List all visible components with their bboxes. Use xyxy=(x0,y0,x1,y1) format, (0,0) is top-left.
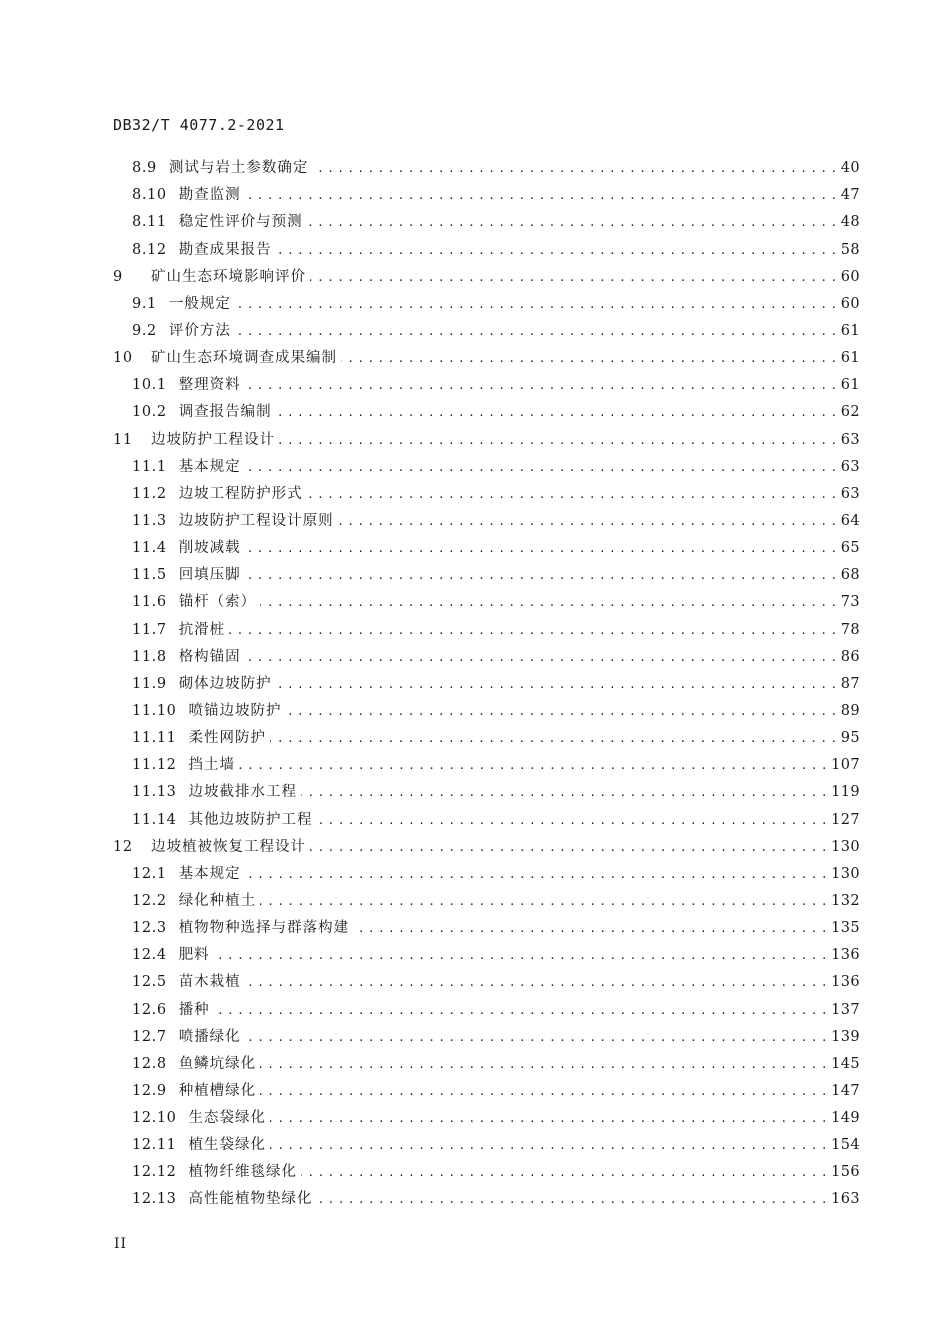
toc-entry-number: 8.10 xyxy=(132,187,167,204)
toc-entry-page: 156 xyxy=(831,1164,860,1181)
toc-entry-number: 12.6 xyxy=(132,1001,167,1018)
dot-leader xyxy=(353,915,827,942)
dot-leader xyxy=(260,589,837,616)
dot-leader xyxy=(260,1051,827,1078)
dot-leader xyxy=(270,1105,827,1132)
toc-entry-number: 11.1 xyxy=(132,458,167,475)
toc-entry-page: 73 xyxy=(840,594,860,611)
toc-entry-page: 89 xyxy=(840,702,860,719)
toc-entry-number: 11.3 xyxy=(132,512,167,529)
dot-leader xyxy=(276,671,837,698)
toc-entry-title: 喷锚边坡防护 xyxy=(188,702,282,719)
toc-entry[interactable] xyxy=(113,399,860,426)
toc-entry[interactable] xyxy=(113,589,860,616)
toc-entry-number: 11.13 xyxy=(132,784,177,801)
toc-entry[interactable] xyxy=(113,291,860,318)
toc-entry-number: 12.4 xyxy=(132,947,167,964)
toc-entry-number: 9 xyxy=(113,268,123,285)
toc-entry[interactable] xyxy=(113,616,860,643)
dot-leader xyxy=(312,155,836,182)
toc-entry[interactable] xyxy=(113,752,860,779)
toc-entry[interactable] xyxy=(113,1186,860,1213)
dot-leader xyxy=(214,997,827,1024)
toc-entry-number: 12.12 xyxy=(132,1164,177,1181)
toc-entry-page: 139 xyxy=(831,1028,860,1045)
toc-entry-page: 127 xyxy=(831,811,860,828)
toc-entry[interactable] xyxy=(113,182,860,209)
toc-entry-number: 11.14 xyxy=(132,811,177,828)
toc-entry-number: 12.1 xyxy=(132,865,167,882)
toc-entry-number: 12.10 xyxy=(132,1110,177,1127)
dot-leader xyxy=(245,1024,827,1051)
toc-entry-page: 130 xyxy=(831,838,860,855)
dot-leader xyxy=(310,834,827,861)
toc-entry-title: 喷播绿化 xyxy=(178,1028,241,1045)
toc-entry-title: 稳定性评价与预测 xyxy=(178,214,303,231)
toc-entry-title: 测试与岩土参数确定 xyxy=(168,160,309,177)
toc-entry-title: 矿山生态环境影响评价 xyxy=(151,268,306,285)
dot-leader xyxy=(341,345,837,372)
toc-entry-page: 154 xyxy=(831,1137,860,1154)
toc-entry-page: 95 xyxy=(840,730,860,747)
toc-entry-number: 12.11 xyxy=(132,1137,177,1154)
toc-entry-page: 63 xyxy=(840,485,860,502)
toc-entry-title: 调查报告编制 xyxy=(178,404,272,421)
toc-entry[interactable] xyxy=(113,1051,860,1078)
toc-entry-number: 12.8 xyxy=(132,1055,167,1072)
toc-entry-page: 136 xyxy=(831,947,860,964)
toc-entry-title: 植物物种选择与群落构建 xyxy=(178,920,350,937)
dot-leader xyxy=(317,1186,828,1213)
toc-entry[interactable] xyxy=(113,915,860,942)
toc-entry-number: 11.6 xyxy=(132,594,167,611)
toc-entry-page: 65 xyxy=(840,540,860,557)
toc-entry-title: 削坡减载 xyxy=(178,540,241,557)
toc-entry-title: 基本规定 xyxy=(178,458,241,475)
dot-leader xyxy=(279,427,837,454)
toc-entry[interactable] xyxy=(113,454,860,481)
toc-entry-page: 145 xyxy=(831,1055,860,1072)
toc-entry-number: 10.2 xyxy=(132,404,167,421)
toc-entry[interactable] xyxy=(113,209,860,236)
toc-entry-page: 63 xyxy=(840,458,860,475)
toc-entry-page: 130 xyxy=(831,865,860,882)
toc-entry-title: 肥料 xyxy=(178,947,210,964)
dot-leader xyxy=(260,888,827,915)
toc-entry-number: 11.9 xyxy=(132,675,167,692)
dot-leader xyxy=(276,237,837,264)
toc-entry-title: 植物纤维毯绿化 xyxy=(188,1164,298,1181)
toc-entry-number: 8.11 xyxy=(132,214,167,231)
dot-leader xyxy=(245,535,837,562)
toc-entry-title: 鱼鳞坑绿化 xyxy=(178,1055,257,1072)
toc-entry[interactable] xyxy=(113,426,860,453)
dot-leader xyxy=(338,508,837,535)
dot-leader xyxy=(260,1078,827,1105)
toc-entry-title: 边坡植被恢复工程设计 xyxy=(151,838,306,855)
dot-leader xyxy=(229,617,837,644)
toc-entry-number: 11.8 xyxy=(132,648,167,665)
toc-entry-page: 78 xyxy=(840,621,860,638)
toc-entry[interactable] xyxy=(113,155,860,182)
toc-entry-number: 12.9 xyxy=(132,1082,167,1099)
toc-entry-title: 边坡防护工程设计原则 xyxy=(178,512,334,529)
dot-leader xyxy=(301,779,827,806)
toc-entry-title: 边坡截排水工程 xyxy=(188,784,298,801)
toc-entry-number: 8.9 xyxy=(132,160,157,177)
toc-entry-page: 107 xyxy=(831,757,860,774)
dot-leader xyxy=(245,454,837,481)
toc-entry-number: 12.2 xyxy=(132,892,167,909)
dot-leader xyxy=(270,725,837,752)
toc-entry[interactable] xyxy=(113,834,860,861)
toc-entry-page: 137 xyxy=(831,1001,860,1018)
toc-entry[interactable] xyxy=(113,508,860,535)
toc-entry-page: 119 xyxy=(831,784,860,801)
toc-entry[interactable] xyxy=(113,996,860,1023)
toc-entry-number: 12 xyxy=(113,838,133,855)
table-of-contents xyxy=(113,155,860,1213)
toc-entry-title: 矿山生态环境调查成果编制 xyxy=(151,350,337,367)
toc-entry-number: 11.2 xyxy=(132,485,167,502)
toc-entry-page: 135 xyxy=(831,920,860,937)
toc-entry-number: 11.10 xyxy=(132,702,177,719)
toc-entry[interactable] xyxy=(113,1105,860,1132)
dot-leader xyxy=(310,264,837,291)
toc-entry-title: 植生袋绿化 xyxy=(188,1137,267,1154)
toc-entry[interactable] xyxy=(113,1159,860,1186)
toc-entry-number: 12.5 xyxy=(132,974,167,991)
toc-entry-page: 58 xyxy=(840,241,860,258)
toc-entry-title: 绿化种植土 xyxy=(178,892,257,909)
toc-entry[interactable] xyxy=(113,318,860,345)
toc-entry-title: 种植槽绿化 xyxy=(178,1082,257,1099)
toc-entry-page: 61 xyxy=(840,322,860,339)
toc-entry-page: 86 xyxy=(840,648,860,665)
toc-entry-number: 11 xyxy=(113,431,133,448)
toc-entry-title: 评价方法 xyxy=(168,322,231,339)
document-code: DB32/T 4077.2-2021 xyxy=(113,116,285,134)
toc-entry-page: 48 xyxy=(840,214,860,231)
dot-leader xyxy=(239,752,827,779)
dot-leader xyxy=(307,481,837,508)
toc-entry-title: 格构锚固 xyxy=(178,648,241,665)
toc-entry-page: 61 xyxy=(840,350,860,367)
toc-entry-number: 12.7 xyxy=(132,1028,167,1045)
dot-leader xyxy=(276,399,837,426)
toc-entry-title: 整理资料 xyxy=(178,377,241,394)
toc-entry[interactable] xyxy=(113,644,860,671)
toc-entry[interactable] xyxy=(113,698,860,725)
toc-entry-title: 挡土墙 xyxy=(188,757,236,774)
dot-leader xyxy=(307,209,837,236)
dot-leader xyxy=(245,861,827,888)
dot-leader xyxy=(214,942,827,969)
toc-entry-number: 11.5 xyxy=(132,567,167,584)
toc-entry[interactable] xyxy=(113,942,860,969)
toc-entry-number: 10.1 xyxy=(132,377,167,394)
toc-entry-number: 11.4 xyxy=(132,540,167,557)
toc-entry[interactable] xyxy=(113,861,860,888)
toc-entry-title: 柔性网防护 xyxy=(188,730,267,747)
toc-entry-title: 其他边坡防护工程 xyxy=(188,811,313,828)
dot-leader xyxy=(245,182,837,209)
toc-entry-page: 132 xyxy=(831,892,860,909)
toc-entry-number: 12.13 xyxy=(132,1191,177,1208)
dot-leader xyxy=(317,807,828,834)
toc-entry-number: 10 xyxy=(113,350,133,367)
dot-leader xyxy=(245,372,837,399)
toc-entry-title: 边坡工程防护形式 xyxy=(178,485,303,502)
toc-entry-page: 163 xyxy=(831,1191,860,1208)
dot-leader xyxy=(286,698,837,725)
dot-leader xyxy=(235,318,837,345)
dot-leader xyxy=(270,1132,827,1159)
toc-entry[interactable] xyxy=(113,1078,860,1105)
toc-entry-page: 47 xyxy=(840,187,860,204)
toc-entry-title: 生态袋绿化 xyxy=(188,1110,267,1127)
toc-entry-page: 40 xyxy=(840,160,860,177)
toc-entry-page: 68 xyxy=(840,567,860,584)
dot-leader xyxy=(235,291,837,318)
toc-entry-number: 9.2 xyxy=(132,322,157,339)
toc-entry-number: 9.1 xyxy=(132,295,157,312)
toc-entry-page: 63 xyxy=(840,431,860,448)
toc-entry-page: 64 xyxy=(840,512,860,529)
toc-entry-page: 61 xyxy=(840,377,860,394)
toc-entry-number: 11.12 xyxy=(132,757,177,774)
toc-entry-title: 边坡防护工程设计 xyxy=(151,431,275,448)
toc-entry[interactable] xyxy=(113,535,860,562)
toc-entry-title: 回填压脚 xyxy=(178,567,241,584)
toc-entry-title: 勘查监测 xyxy=(178,187,241,204)
toc-entry-page: 60 xyxy=(840,295,860,312)
toc-entry-page: 147 xyxy=(831,1082,860,1099)
toc-entry-title: 锚杆（索） xyxy=(178,594,257,611)
toc-entry-title: 勘查成果报告 xyxy=(178,241,272,258)
toc-entry[interactable] xyxy=(113,779,860,806)
dot-leader xyxy=(245,969,827,996)
toc-entry-number: 12.3 xyxy=(132,920,167,937)
toc-entry-title: 砌体边坡防护 xyxy=(178,675,272,692)
dot-leader xyxy=(245,562,837,589)
dot-leader xyxy=(245,644,837,671)
toc-entry[interactable] xyxy=(113,671,860,698)
toc-entry-page: 62 xyxy=(840,404,860,421)
toc-entry[interactable] xyxy=(113,806,860,833)
page-number: II xyxy=(114,1236,128,1252)
toc-entry[interactable] xyxy=(113,372,860,399)
toc-entry[interactable] xyxy=(113,236,860,263)
toc-entry-title: 高性能植物垫绿化 xyxy=(188,1191,313,1208)
toc-entry[interactable] xyxy=(113,725,860,752)
toc-entry[interactable] xyxy=(113,345,860,372)
toc-entry-title: 基本规定 xyxy=(178,865,241,882)
toc-entry-number: 11.11 xyxy=(132,730,177,747)
toc-entry-page: 87 xyxy=(840,675,860,692)
toc-entry[interactable] xyxy=(113,1024,860,1051)
toc-entry-title: 播种 xyxy=(178,1001,210,1018)
toc-entry-page: 149 xyxy=(831,1110,860,1127)
toc-entry[interactable] xyxy=(113,481,860,508)
toc-entry-number: 11.7 xyxy=(132,621,167,638)
toc-entry[interactable] xyxy=(113,264,860,291)
toc-entry[interactable] xyxy=(113,1132,860,1159)
toc-entry-title: 抗滑桩 xyxy=(178,621,226,638)
toc-entry-title: 一般规定 xyxy=(168,295,231,312)
toc-entry-page: 136 xyxy=(831,974,860,991)
toc-entry-number: 8.12 xyxy=(132,241,167,258)
toc-entry[interactable] xyxy=(113,888,860,915)
toc-entry-page: 60 xyxy=(840,268,860,285)
dot-leader xyxy=(301,1159,827,1186)
toc-entry-title: 苗木栽植 xyxy=(178,974,241,991)
toc-entry[interactable] xyxy=(113,969,860,996)
toc-entry[interactable] xyxy=(113,562,860,589)
